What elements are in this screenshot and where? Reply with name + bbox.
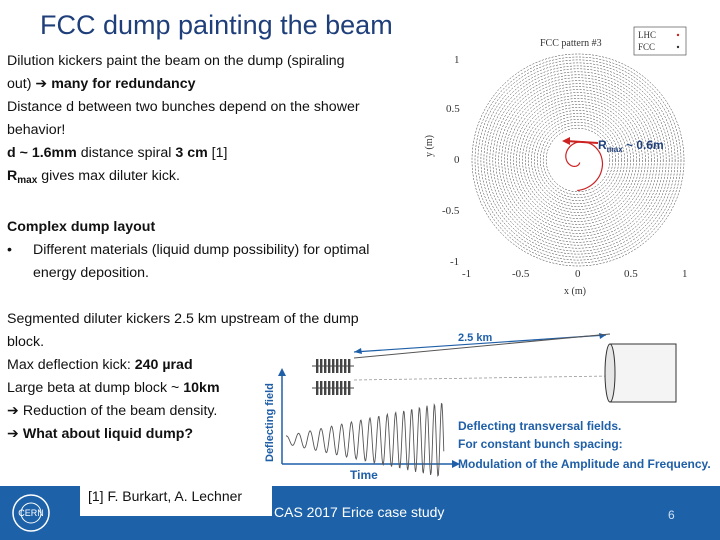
- arrow-icon: ➔: [35, 76, 48, 92]
- y-tick: 0: [454, 154, 460, 166]
- dump-block-face: [605, 344, 615, 402]
- text-line: [7, 400, 262, 423]
- kicker-module-lower: [312, 381, 354, 395]
- text-span: out): [7, 76, 36, 92]
- distance-label: 2.5 km: [458, 332, 493, 344]
- y-axis-label: y (m): [424, 135, 435, 157]
- text-span: Max deflection kick:: [7, 357, 135, 373]
- kicker-diagram: [258, 322, 720, 484]
- text-bold: many for redundancy: [47, 76, 196, 92]
- text-span: gives max diluter kick.: [37, 168, 180, 184]
- arrow-icon: ➔: [7, 426, 19, 442]
- rmax-r: R: [598, 138, 607, 152]
- desc-line: Deflecting transversal fields.: [458, 419, 622, 433]
- text-line: Dilution kickers paint the beam on the dump (spiraling: [7, 53, 345, 69]
- dump-layout-text: [7, 216, 427, 285]
- beam-path-lower: [354, 376, 610, 380]
- bullet-text: [33, 239, 369, 285]
- rmax-sub: max: [606, 145, 623, 154]
- y-tick: -1: [450, 256, 460, 268]
- text-line: Different materials (liquid dump possibility) for optimal: [33, 242, 370, 258]
- text-subscript: max: [17, 175, 38, 186]
- bullet-icon: •: [7, 242, 12, 258]
- text-bold: R: [7, 168, 18, 184]
- cern-logo: [6, 490, 56, 536]
- text-bold: Complex dump layout: [7, 219, 156, 235]
- x-tick: 0.5: [624, 268, 638, 280]
- y-tick: 1: [454, 54, 460, 66]
- legend-fcc-marker: [677, 46, 679, 48]
- text-line: [7, 354, 262, 377]
- page-number: 6: [668, 508, 675, 522]
- page-title: FCC dump painting the beam: [40, 10, 393, 40]
- pattern-label: FCC pattern #3: [540, 38, 602, 49]
- x-tick: 1: [682, 268, 688, 280]
- legend-fcc: FCC: [638, 42, 656, 52]
- text-span: Large beta at dump block ~: [7, 380, 184, 396]
- text-line: Distance d between two bunches depend on the shower: [7, 99, 360, 115]
- text-line: [7, 165, 417, 192]
- text-line: Segmented diluter kickers 2.5 km upstream of the dump: [7, 311, 359, 327]
- x-tick: 0: [575, 268, 581, 280]
- kicker-module-upper: [312, 359, 354, 373]
- time-label: Time: [350, 468, 378, 482]
- text-line: energy deposition.: [33, 265, 149, 281]
- text-span: [1]: [207, 145, 228, 161]
- reference-text: [1] F. Burkart, A. Lechner: [88, 488, 243, 504]
- text-span: distance spiral: [76, 145, 176, 161]
- desc-line: Modulation of the Amplitude and Frequency.: [458, 457, 711, 471]
- legend-lhc-marker: [677, 34, 679, 36]
- text-line: [7, 142, 417, 165]
- distance-arrowhead-right: [599, 333, 606, 339]
- spiral-pattern-plot: [412, 22, 712, 300]
- x-axis-label: x (m): [564, 286, 586, 297]
- arrow-icon: ➔: [7, 403, 19, 419]
- text-line: [7, 73, 417, 96]
- text-bold: 240 µrad: [134, 357, 193, 373]
- text-line: block.: [7, 334, 45, 350]
- y-axis-arrowhead: [278, 368, 286, 376]
- y-tick: -0.5: [442, 205, 460, 217]
- text-bold: What about liquid dump?: [22, 426, 194, 442]
- section-heading: [7, 216, 427, 239]
- deflecting-field-label: Deflecting field: [264, 383, 276, 462]
- intro-text: [7, 50, 417, 192]
- dump-block: [608, 344, 676, 402]
- field-waveform: [286, 404, 444, 476]
- text-bold: 3 cm: [175, 145, 208, 161]
- text-line: behavior!: [7, 122, 66, 138]
- x-tick: -0.5: [512, 268, 530, 280]
- bullet-item: [7, 239, 427, 285]
- text-span: Reduction of the beam density.: [18, 403, 218, 419]
- text-line: [7, 423, 262, 446]
- rmax-value: ~ 0.6m: [622, 138, 664, 152]
- legend-lhc: LHC: [638, 30, 656, 40]
- text-line: [7, 377, 262, 400]
- distance-arrowhead-left: [354, 348, 362, 354]
- event-name: CAS 2017 Erice case study: [274, 504, 445, 520]
- desc-line: For constant bunch spacing:: [458, 437, 623, 451]
- cern-logo-text: CERN: [18, 508, 44, 518]
- x-tick: -1: [462, 268, 472, 280]
- text-bold: d ~ 1.6mm: [7, 145, 77, 161]
- text-bold: 10km: [183, 380, 220, 396]
- y-tick: 0.5: [446, 103, 460, 115]
